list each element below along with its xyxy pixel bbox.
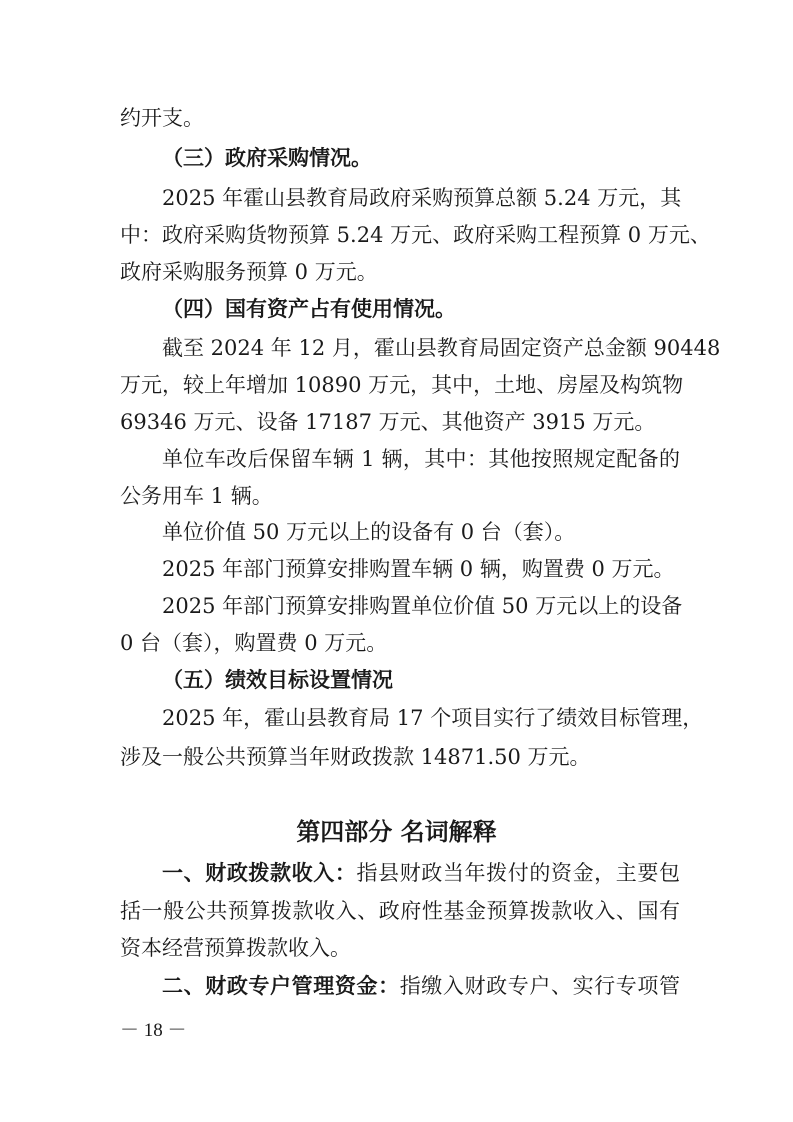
term-definition-line: 括一般公共预算拨款收入、政府性基金预算拨款收入、国有 — [120, 899, 680, 923]
term-definition-line — [162, 858, 680, 888]
subheading-performance-targets: （五）绩效目标设置情况 — [162, 667, 393, 692]
page-number: － 18 － — [120, 1020, 187, 1041]
paragraph-line: 0 台（套），购置费 0 万元。 — [120, 631, 388, 655]
term-definition-line — [162, 971, 680, 1001]
paragraph-line: 2025 年部门预算安排购置单位价值 50 万元以上的设备 — [162, 594, 683, 618]
term-definition-line: 资本经营预算拨款收入。 — [120, 936, 351, 960]
paragraph-line: 69346 万元、设备 17187 万元、其他资产 3915 万元。 — [120, 410, 656, 434]
paragraph-line: 约开支。 — [120, 106, 204, 130]
term-label: 一、财政拨款收入： — [162, 860, 357, 885]
term-text: 指缴入财政专户、实行专项管 — [399, 974, 681, 998]
paragraph-line: 2025 年部门预算安排购置车辆 0 辆，购置费 0 万元。 — [162, 557, 675, 581]
paragraph-line: 政府采购服务预算 0 万元。 — [120, 260, 378, 284]
paragraph-line: 中：政府采购货物预算 5.24 万元、政府采购工程预算 0 万元、 — [120, 223, 711, 247]
paragraph-line: 截至 2024 年 12 月，霍山县教育局固定资产总金额 90448 — [162, 336, 721, 360]
paragraph-line: 2025 年霍山县教育局政府采购预算总额 5.24 万元，其 — [162, 186, 682, 210]
paragraph-line: 万元，较上年增加 10890 万元，其中，土地、房屋及构筑物 — [120, 373, 684, 397]
paragraph-line: 公务用车 1 辆。 — [120, 484, 273, 508]
section-title: 第四部分 名词解释 — [296, 817, 497, 846]
paragraph-line: 涉及一般公共预算当年财政拨款 14871.50 万元。 — [120, 745, 591, 769]
paragraph-line: 单位车改后保留车辆 1 辆，其中：其他按照规定配备的 — [162, 447, 680, 471]
paragraph-line: 单位价值 50 万元以上的设备有 0 台（套）。 — [162, 520, 576, 544]
subheading-government-procurement: （三）政府采购情况。 — [162, 145, 372, 170]
subheading-state-assets: （四）国有资产占有使用情况。 — [162, 296, 456, 321]
term-label: 二、财政专户管理资金： — [162, 973, 400, 998]
paragraph-line: 2025 年，霍山县教育局 17 个项目实行了绩效目标管理， — [162, 706, 704, 730]
term-text: 指县财政当年拨付的资金，主要包 — [356, 861, 681, 885]
